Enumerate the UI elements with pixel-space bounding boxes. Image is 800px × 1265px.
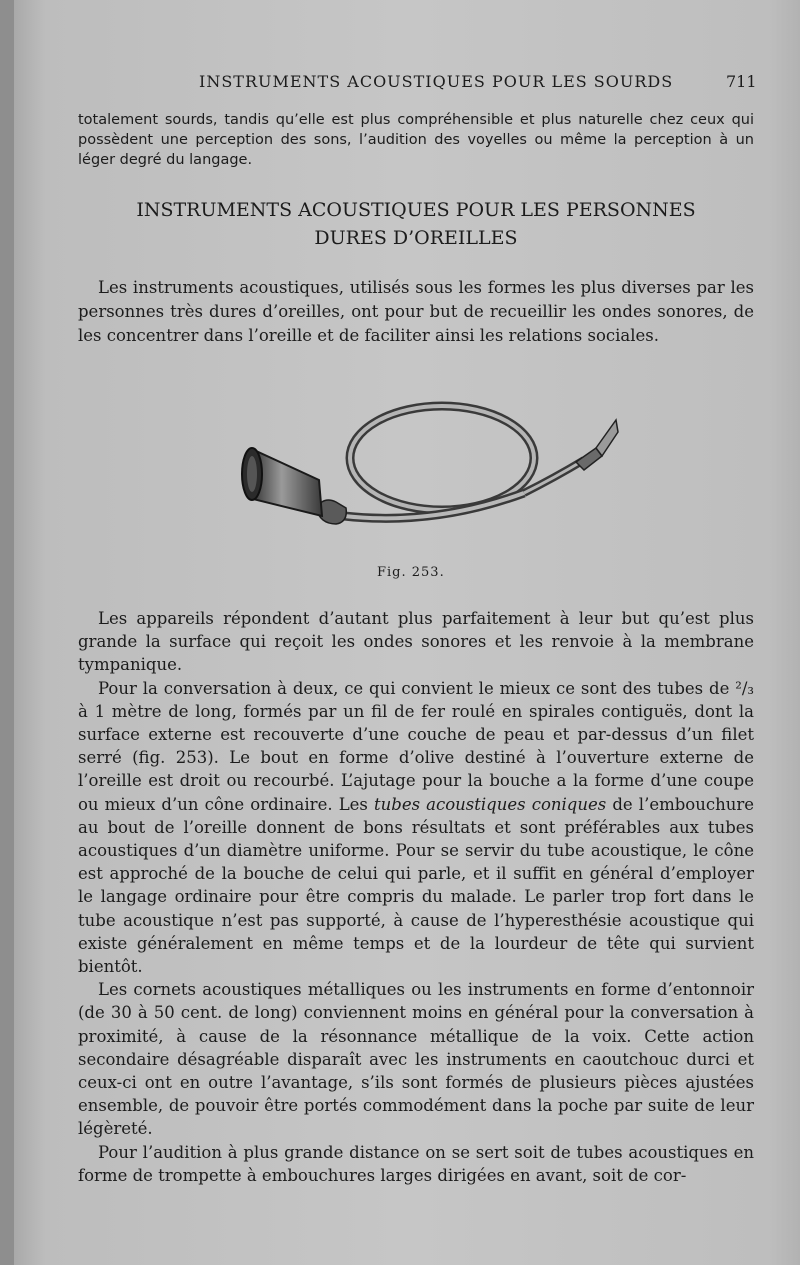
paragraph-3: Les cornets acoustiques métalliques ou les instruments en forme d’entonnoir (de 30 à 50 cent. de long) conviennent moins en général pour la conversation à proximité, à cause de la résonnance métallique de la voix. Cette action secondaire désagréable disparaît avec les instruments en caoutchouc durci et ceux-ci ont en outre l’avantage, s’ils sont formés de plusieurs pièces ajustées ensemble, de pouvoir être portés commodément dans la poche par suite de leur légèreté. (78, 980, 754, 1139)
paragraph-4: Pour l’audition à plus grande distance on se sert soit de tubes acoustiques en forme de trompette à embouchures larges dirigées en avant, soit de cor- (78, 1142, 754, 1185)
ear-trumpet-illustration (224, 398, 624, 538)
section-title (78, 196, 754, 252)
running-title: INSTRUMENTS ACOUSTIQUES POUR LES SOURDS (199, 72, 674, 91)
carryover-paragraph: totalement sourds, tandis qu’elle est plus compréhensible et plus naturelle chez ceux qui possèdent une perception des sons, l’audition des voyelles ou même la perception à un léger degré du langage. (78, 112, 754, 168)
paragraph-1: Les appareils répondent d’autant plus parfaitement à leur but qu’est plus grande la surface qui reçoit les ondes sonores et les renvoie à la membrane tympanique. (78, 609, 754, 675)
paragraph-2-part-a: Pour la conversation à deux, ce qui convient le mieux ce sont des tubes de ²/₃ à 1 mètre de long, formés par un fil de fer roulé en spirales contiguës, dont la surface externe est recouverte d’une couche de peau et par-dessus d’un filet serré (fig. 253). Le bout en forme d’olive destiné à l’ouverture externe de l’oreille est droit ou recourbé. L’ajutage pour la bouche a la forme d’une coupe ou mieux d’un cône ordinaire. Les (78, 678, 754, 814)
section-title-line-1: INSTRUMENTS ACOUSTIQUES POUR LES PERSONNES (136, 199, 696, 221)
figure-253 (224, 398, 624, 538)
book-page (14, 0, 800, 1265)
section-title-line-2: DURES D’OREILLES (314, 227, 518, 249)
paragraph-2-part-b: de l’embouchure au bout de l’oreille donnent de bons résultats et sont préférables aux tubes acoustiques d’un diamètre uniforme. Pour se servir du tube acoustique, le cône est approché de la bouche de celui qui parle, et il suffit en général d’employer le langage ordinaire pour être compris du malade. Le parler trop fort dans le tube acoustique n’est pas supporté, à cause de l’hyperesthésie acoustique qui existe généralement en même temps et de la lourdeur de tête qui survient bientôt. (78, 794, 754, 977)
main-text (78, 607, 754, 1187)
intro-paragraph: Les instruments acoustiques, utilisés sous les formes les plus diverses par les personnes très dures d’oreilles, ont pour but de recueillir les ondes sonores, de les concentrer dans l’oreille et de faciliter ainsi les relations sociales. (78, 278, 754, 345)
running-header (14, 72, 800, 98)
page-number: 711 (726, 72, 757, 91)
paragraph-2-emphasis: tubes acoustiques coniques (374, 794, 607, 814)
paragraph-2 (78, 677, 754, 979)
figure-caption: Fig. 253. (377, 565, 445, 580)
